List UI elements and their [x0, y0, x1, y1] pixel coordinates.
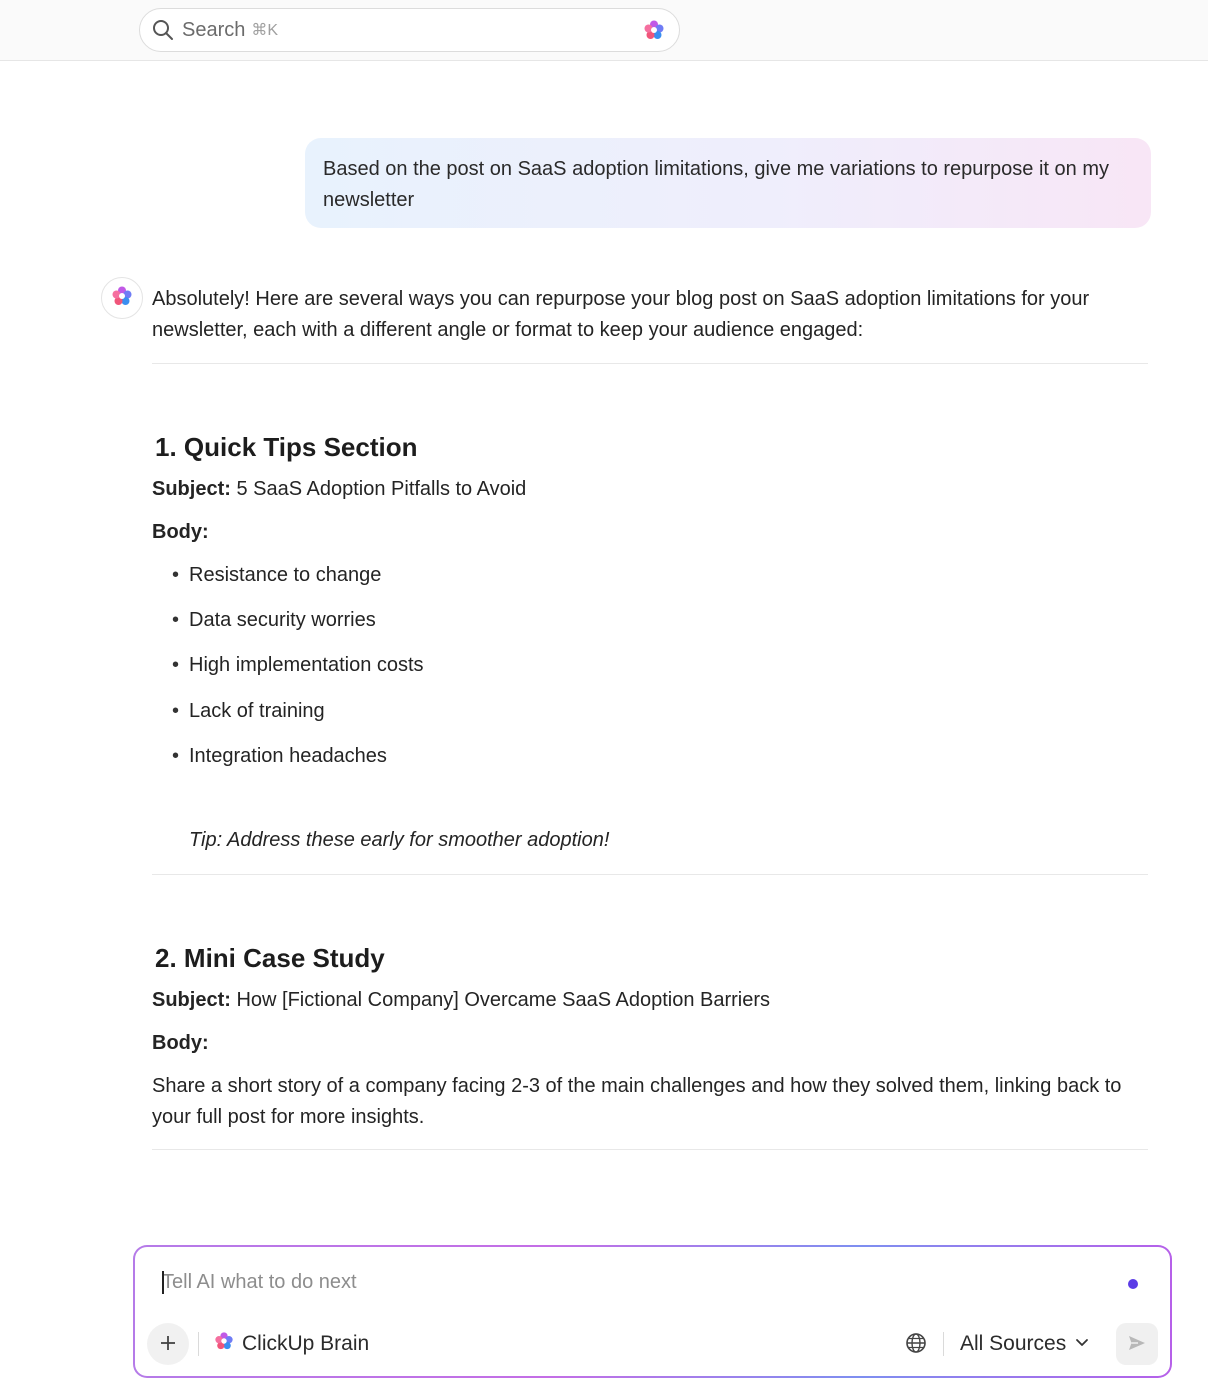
subject-text: 5 SaaS Adoption Pitfalls to Avoid: [236, 478, 527, 500]
divider: [152, 874, 1148, 875]
response-intro: Absolutely! Here are several ways you can repurpose your blog post on SaaS adoption limitations for your newsletter, each with a different angle or format to keep your audience engaged:: [152, 288, 1090, 341]
chevron-down-icon: [1074, 1332, 1090, 1356]
search-bar[interactable]: [139, 8, 680, 52]
list-item: • Data security worries: [172, 609, 376, 632]
send-icon: [1126, 1332, 1148, 1357]
assistant-avatar: [101, 277, 143, 319]
section-title: 1. Quick Tips Section: [155, 432, 418, 462]
list-item-text: Lack of training: [189, 699, 325, 722]
tip-text: Tip: Address these early for smoother adoption!: [189, 828, 610, 851]
separator: [198, 1332, 199, 1356]
list-item-text: Resistance to change: [189, 564, 382, 586]
bullet-list: [152, 560, 1150, 786]
section-title: 2. Mini Case Study: [155, 942, 385, 973]
plus-icon: [159, 1334, 177, 1355]
list-item-text: High implementation costs: [189, 654, 424, 677]
web-search-toggle[interactable]: [903, 1332, 929, 1358]
list-item: • Lack of training: [172, 699, 325, 722]
text-caret: [162, 1271, 164, 1294]
subject-line: [152, 985, 1150, 1016]
globe-icon: [905, 1332, 927, 1359]
clickup-brain-icon[interactable]: [643, 19, 665, 41]
clickup-brain-icon: [111, 285, 133, 312]
list-item-text: Data security worries: [189, 609, 376, 632]
subject-label: Subject:: [152, 988, 231, 1011]
prompt-input[interactable]: [162, 1267, 1062, 1297]
list-item: • Integration headaches: [172, 744, 387, 767]
body-label: Body:: [152, 1031, 209, 1054]
clickup-brain-label: ClickUp Brain: [242, 1332, 370, 1355]
top-bar: [0, 0, 1208, 61]
ai-composer: [133, 1245, 1172, 1378]
list-item-text: Integration headaches: [189, 744, 387, 767]
body-label: Body:: [152, 521, 209, 543]
search-label: Search: [182, 18, 246, 41]
sources-label: All Sources: [960, 1332, 1067, 1355]
status-dot: [1128, 1279, 1138, 1289]
user-message: Based on the post on SaaS adoption limitations, give me variations to repurpose it on my newsletter: [305, 138, 1151, 228]
separator: [943, 1332, 944, 1356]
list-item: • High implementation costs: [172, 654, 424, 677]
body-paragraph: Share a short story of a company facing 2-3 of the main challenges and how they solved them, linking back to your full post for more insights.: [152, 1074, 1122, 1128]
assistant-response: [152, 284, 1150, 1150]
search-shortcut: ⌘K: [251, 22, 279, 39]
subject-label: Subject:: [152, 478, 231, 500]
divider: [152, 1149, 1148, 1150]
divider: [152, 363, 1148, 364]
composer-body: [135, 1247, 1170, 1376]
list-item: • Resistance to change: [172, 564, 382, 586]
search-icon: [152, 19, 174, 41]
sources-dropdown[interactable]: [960, 1329, 1090, 1359]
subject-line: [152, 474, 1150, 505]
clickup-brain-button[interactable]: [214, 1329, 369, 1359]
clickup-brain-icon: [214, 1331, 234, 1357]
add-attachment-button[interactable]: [147, 1323, 189, 1365]
subject-text: How [Fictional Company] Overcame SaaS Adoption Barriers: [236, 988, 771, 1011]
send-button[interactable]: [1116, 1323, 1158, 1365]
